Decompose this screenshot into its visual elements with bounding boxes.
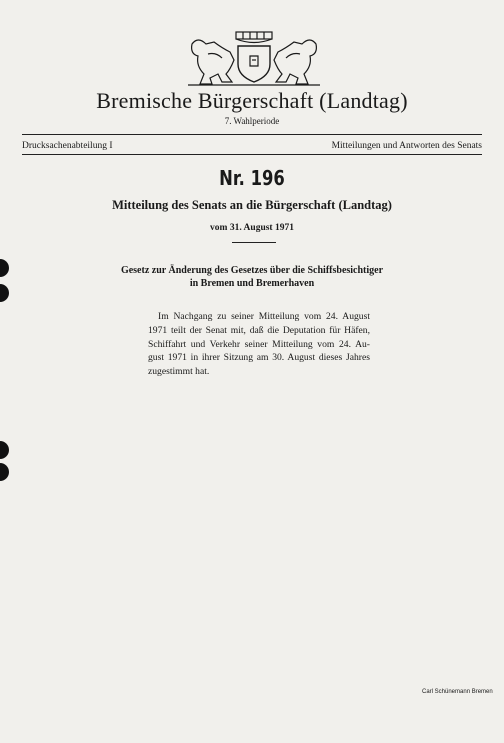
body-line: 1971 teilt der Senat mit, daß die Deputation für Häfen, [148, 324, 370, 336]
bremen-coat-of-arms-icon [186, 30, 322, 86]
body-line: gust 1971 in ihrer Sitzung am 30. August dieses Jahres [148, 352, 370, 364]
header-rule-bottom [22, 154, 482, 155]
election-period: 7. Wahlperiode [224, 116, 280, 126]
body-line: Im Nachgang zu seiner Mitteilung vom 24. August [158, 311, 370, 322]
body-line: Schiffahrt und Verkehr seiner Mitteilung vom 24. Au- [148, 338, 370, 350]
punch-hole [0, 463, 9, 481]
law-title-line: Gesetz zur Änderung des Gesetzes über die Schiffsbesichtiger [120, 265, 384, 276]
section-label: Drucksachenabteilung I [22, 141, 113, 151]
series-label: Mitteilungen und Antworten des Senats [331, 141, 482, 151]
body-line: zugestimmt hat. [148, 366, 210, 378]
document-number: Nr. 196 [219, 166, 285, 190]
header-rule-top [22, 134, 482, 135]
law-title [0, 264, 504, 290]
punch-hole [0, 441, 9, 459]
law-title-line: in Bremen und Bremerhaven [189, 278, 315, 289]
divider [232, 242, 276, 243]
body-paragraph [148, 310, 370, 379]
printer-imprint: Carl Schünemann Bremen [422, 689, 493, 695]
document-heading: Mitteilung des Senats an die Bürgerschaft (Landtag) [112, 198, 392, 212]
parliament-title: Bremische Bürgerschaft (Landtag) [96, 88, 408, 113]
document-date: vom 31. August 1971 [210, 223, 294, 233]
